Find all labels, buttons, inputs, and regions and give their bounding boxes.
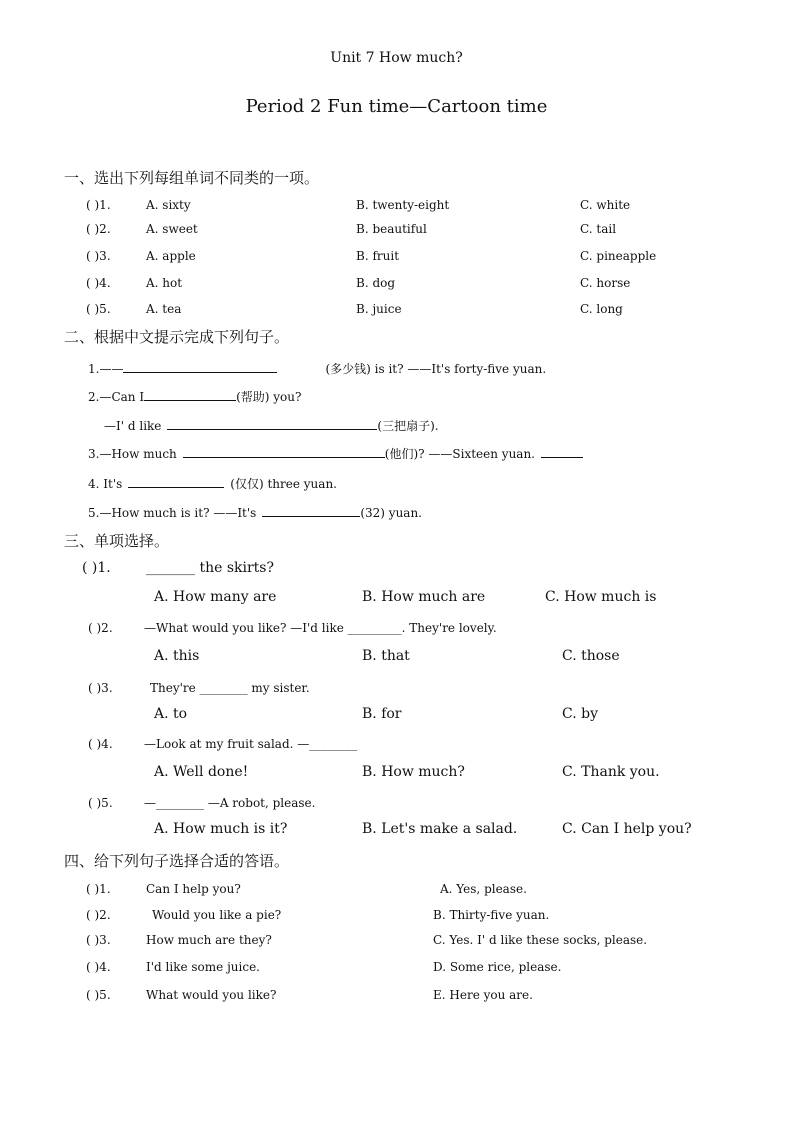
question-number: ( )5. xyxy=(88,796,113,810)
sentence-text: (仅仅) three yuan. xyxy=(230,477,337,491)
worksheet-subtitle: Period 2 Fun time—Cartoon time xyxy=(245,96,548,117)
option-c: C. pineapple xyxy=(580,249,657,263)
question-number: ( )1. xyxy=(82,560,111,576)
fill-line-1 xyxy=(88,360,546,377)
answer-blank[interactable] xyxy=(128,475,224,488)
answer-blank[interactable] xyxy=(262,504,360,517)
question-text: I'd like some juice. xyxy=(146,960,260,974)
question-number: ( )2. xyxy=(86,908,111,922)
question-stem: —Look at my fruit salad. —________ xyxy=(144,737,358,751)
option-c[interactable]: C. by xyxy=(562,706,598,722)
question-text: How much are they? xyxy=(146,933,272,947)
option-a[interactable]: A. Well done! xyxy=(154,764,249,780)
question-number: ( )1. xyxy=(86,198,111,212)
option-c[interactable]: C. Thank you. xyxy=(562,764,660,780)
sentence-text: 5.—How much is it? ——It's xyxy=(88,506,257,520)
sentence-text: 4. It's xyxy=(88,477,123,491)
question-number: ( )4. xyxy=(86,276,111,290)
section-3-heading: 三、单项选择。 xyxy=(64,532,170,550)
option-a[interactable]: A. this xyxy=(154,648,200,664)
question-stem: —What would you like? —I'd like _________. They're lovely. xyxy=(144,621,497,635)
fill-line-4 xyxy=(88,445,583,462)
sentence-text: (三把扇子). xyxy=(377,419,439,433)
question-number: ( )3. xyxy=(86,249,111,263)
question-number: ( )4. xyxy=(86,960,111,974)
fill-line-6 xyxy=(88,504,422,520)
answer-blank[interactable] xyxy=(123,360,277,373)
option-a[interactable]: A. to xyxy=(154,706,188,722)
answer-option: E. Here you are. xyxy=(433,988,533,1002)
question-stem: They're ________ my sister. xyxy=(150,681,310,695)
option-b[interactable]: B. How much? xyxy=(362,764,465,780)
sentence-text: —I' d like xyxy=(104,419,162,433)
question-number: ( )2. xyxy=(88,621,113,635)
option-a[interactable]: A. How much is it? xyxy=(154,821,288,837)
answer-option: C. Yes. I' d like these socks, please. xyxy=(433,933,648,947)
section-4-heading: 四、给下列句子选择合适的答语。 xyxy=(64,852,290,870)
sentence-text: 2.—Can I xyxy=(88,390,145,404)
option-b[interactable]: B. How much are xyxy=(362,589,486,605)
answer-blank[interactable] xyxy=(541,445,583,458)
option-b: B. dog xyxy=(356,276,396,290)
option-c: C. white xyxy=(580,198,631,212)
question-text: What would you like? xyxy=(146,988,277,1002)
option-b: B. juice xyxy=(356,302,402,316)
option-b[interactable]: B. for xyxy=(362,706,402,722)
worksheet-title: Unit 7 How much? xyxy=(330,50,463,66)
question-text: Would you like a pie? xyxy=(152,908,282,922)
question-number: ( )3. xyxy=(86,933,111,947)
fill-line-3 xyxy=(104,417,439,434)
option-b[interactable]: B. Let's make a salad. xyxy=(362,821,518,837)
answer-blank[interactable] xyxy=(144,388,236,401)
question-number: ( )3. xyxy=(88,681,113,695)
option-b: B. twenty-eight xyxy=(356,198,450,212)
option-a: A. apple xyxy=(146,249,196,263)
answer-option: B. Thirty-five yuan. xyxy=(433,908,550,922)
sentence-text: 3.—How much xyxy=(88,447,177,461)
option-c: C. horse xyxy=(580,276,631,290)
answer-blank[interactable] xyxy=(183,445,385,458)
option-b: B. beautiful xyxy=(356,222,427,236)
question-number: ( )1. xyxy=(86,882,111,896)
answer-blank[interactable] xyxy=(167,417,377,430)
option-a: A. hot xyxy=(146,276,183,290)
section-1-heading: 一、选出下列每组单词不同类的一项。 xyxy=(64,169,320,187)
option-a[interactable]: A. How many are xyxy=(154,589,277,605)
fill-line-2 xyxy=(88,388,301,405)
option-b: B. fruit xyxy=(356,249,400,263)
question-stem: —________ —A robot, please. xyxy=(144,796,316,810)
section-2-heading: 二、根据中文提示完成下列句子。 xyxy=(64,328,290,346)
option-a: A. sweet xyxy=(146,222,198,236)
sentence-text: (帮助) you? xyxy=(236,390,302,404)
question-number: ( )4. xyxy=(88,737,113,751)
option-a: A. tea xyxy=(146,302,182,316)
sentence-text: (32) yuan. xyxy=(360,506,422,520)
option-c[interactable]: C. How much is xyxy=(545,589,657,605)
option-a: A. sixty xyxy=(146,198,191,212)
answer-option: A. Yes, please. xyxy=(440,882,527,896)
option-c: C. tail xyxy=(580,222,617,236)
question-number: ( )5. xyxy=(86,988,111,1002)
option-c[interactable]: C. those xyxy=(562,648,620,664)
sentence-text: (他们)? ——Sixteen yuan. xyxy=(384,447,535,461)
sentence-text: 1.—— xyxy=(88,362,124,376)
option-b[interactable]: B. that xyxy=(362,648,410,664)
sentence-text: (多少钱) is it? ——It's forty-five yuan. xyxy=(325,362,547,376)
option-c: C. long xyxy=(580,302,623,316)
question-text: Can I help you? xyxy=(146,882,241,896)
answer-option: D. Some rice, please. xyxy=(433,960,562,974)
option-c[interactable]: C. Can I help you? xyxy=(562,821,692,837)
fill-line-5 xyxy=(88,475,337,492)
question-number: ( )5. xyxy=(86,302,111,316)
question-stem: _______ the skirts? xyxy=(146,560,274,576)
question-number: ( )2. xyxy=(86,222,111,236)
